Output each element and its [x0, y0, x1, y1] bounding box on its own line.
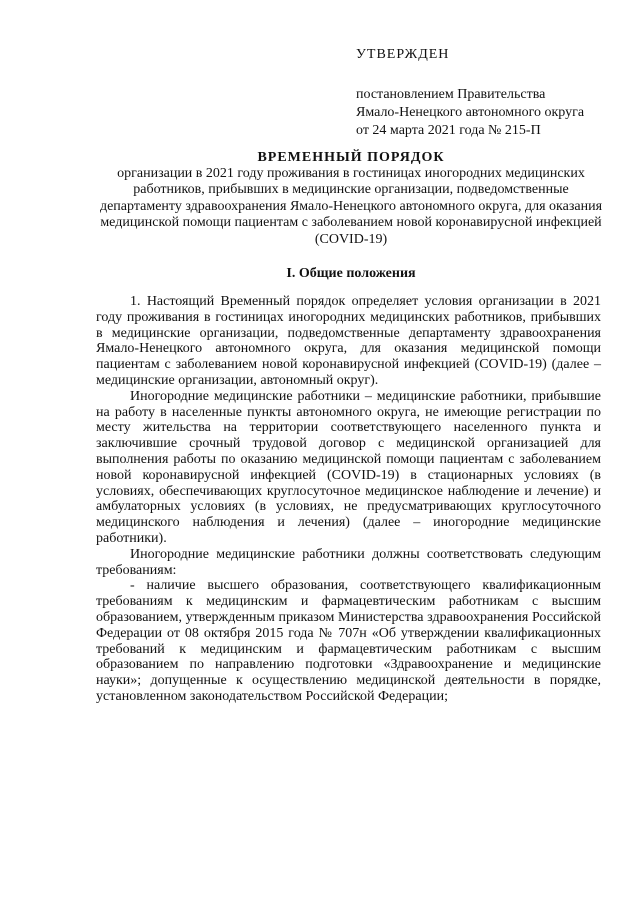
section-body — [96, 294, 601, 705]
paragraph: Иногородние медицинские работники – медицинские работники, прибывшие на работу в населенные пункты автономного округа, не имеющие регистрации по месту жительства на территории соответствующего населенного пункта и заключившие срочный трудовой договор с медицинской организацией для выполнения работы по оказанию медицинской помощи пациентам с заболеванием новой коронавирусной инфекцией (COVID-19) в стационарных условиях (в условиях, обеспечивающих круглосуточное медицинское наблюдение и лечение) и амбулаторных условиях (в условиях, не предусматривающих круглосуточного медицинского наблюдения и лечения) (далее – иногородние медицинские работники). — [96, 388, 601, 546]
document-subtitle: организации в 2021 году проживания в гостиницах иногородних медицинских работников, прибывших в медицинские организации, подведомственные департаменту здравоохранения Ямало-Ненецкого автономного округа, для оказания медицинской помощи пациентам с заболеванием новой коронавирусной инфекцией (COVID-19) — [99, 166, 603, 247]
paragraph: Иногородние медицинские работники должны соответствовать следующим требованиям: — [96, 546, 601, 578]
approval-line: постановлением Правительства — [356, 87, 546, 102]
approval-line: Ямало-Ненецкого автономного округа — [356, 105, 585, 120]
document-title: ВРЕМЕННЫЙ ПОРЯДОК — [257, 150, 445, 165]
paragraph: 1. Настоящий Временный порядок определяет условия организации в 2021 году проживания в гостиницах иногородних медицинских работников, прибывших в медицинские организации, подведомственные департаменту здравоохранения Ямало-Ненецкого автономного округа, для оказания медицинской помощи пациентам с заболеванием новой коронавирусной инфекцией (COVID-19) (далее – медицинские организации, автономный округ). — [96, 294, 601, 388]
approval-block — [356, 46, 584, 140]
approval-line: от 24 марта 2021 года № 215-П — [356, 123, 541, 138]
approval-title: УТВЕРЖДЕН — [356, 47, 450, 62]
paragraph: - наличие высшего образования, соответствующего квалификационным требованиям к медицинским и фармацевтическим работникам с высшим образованием, утвержденным приказом Министерства здравоохранения Российской Федерации от 08 октября 2015 года № 707н «Об утверждении квалификационных требований к медицинским и фармацевтическим работникам с высшим образованием по направлению подготовки «Здравоохранение и медицинские науки»; допущенные к осуществлению медицинской деятельности в порядке, установленном законодательством Российской Федерации; — [96, 578, 601, 704]
section-title: I. Общие положения — [286, 266, 416, 281]
